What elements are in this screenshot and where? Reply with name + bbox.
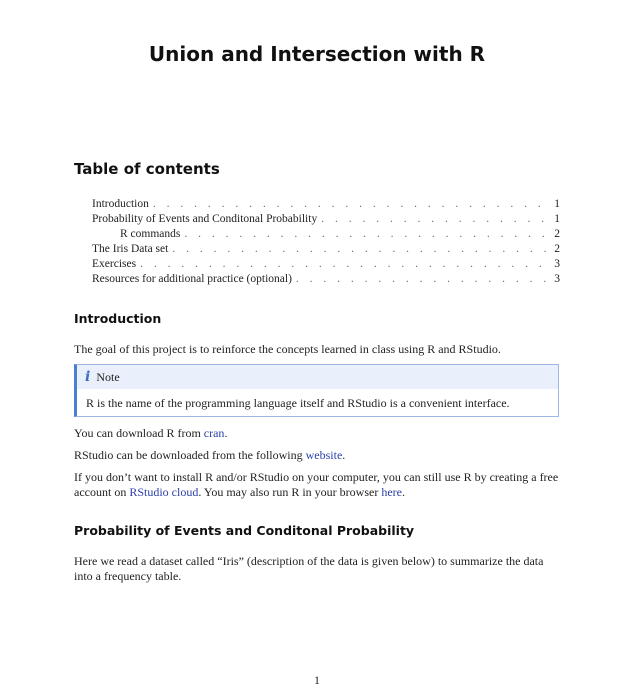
toc-entry-label: Resources for additional practice (optional)	[92, 273, 292, 285]
toc-entry-label: The Iris Data set	[92, 243, 169, 255]
toc-entry-introduction[interactable]	[92, 198, 560, 213]
toc-leader-dots	[296, 273, 546, 285]
document-title: Union and Intersection with R	[148, 42, 486, 66]
toc-leader-dots	[184, 228, 546, 240]
rstudio-cloud-link[interactable]: RStudio cloud	[129, 485, 199, 499]
paragraph-text: .	[342, 448, 346, 462]
introduction-paragraph: The goal of this project is to reinforce the concepts learned in class using R and RStudio.	[74, 342, 501, 356]
toc-entry-label: Introduction	[92, 198, 149, 210]
download-r-paragraph	[74, 426, 564, 441]
info-icon: i	[85, 369, 91, 385]
introduction-heading: Introduction	[74, 311, 162, 326]
table-of-contents	[92, 198, 560, 288]
toc-heading: Table of contents	[74, 160, 220, 178]
paragraph-text: . You may also run R in your browser	[198, 485, 382, 499]
toc-entry-label: R commands	[120, 228, 181, 240]
browser-here-link[interactable]: here	[381, 485, 402, 499]
paragraph-text: If you don’t want to install R and/or RStudio on your computer, you can still use R by creating a free account on	[74, 470, 559, 499]
toc-leader-dots	[321, 213, 546, 225]
toc-entry-label: Probability of Events and Conditonal Probability	[92, 213, 318, 225]
note-label: Note	[96, 369, 120, 384]
page-number: 1	[314, 673, 320, 687]
toc-entry-page: 2	[554, 228, 560, 240]
toc-entry-probability[interactable]	[92, 213, 560, 228]
website-link[interactable]: website	[305, 448, 343, 462]
toc-entry-label: Exercises	[92, 258, 137, 270]
toc-entry-page: 2	[554, 243, 560, 255]
toc-entry-exercises[interactable]	[92, 258, 560, 273]
note-callout	[74, 364, 559, 417]
toc-leader-dots	[153, 198, 546, 210]
toc-entry-r-commands[interactable]	[92, 228, 560, 243]
cloud-option-paragraph	[74, 470, 564, 500]
toc-entry-iris-data-set[interactable]	[92, 243, 560, 258]
paragraph-text: RStudio can be downloaded from the following	[74, 448, 306, 462]
paragraph-text: You can download R from	[74, 426, 204, 440]
toc-entry-resources[interactable]	[92, 273, 560, 288]
toc-leader-dots	[140, 258, 546, 270]
note-text: R is the name of the programming language itself and RStudio is a convenient interface.	[86, 396, 510, 410]
toc-entry-page: 3	[554, 273, 560, 285]
note-header	[77, 365, 558, 389]
probability-heading: Probability of Events and Conditonal Probability	[74, 523, 415, 538]
cran-link[interactable]: cran	[203, 426, 225, 440]
download-rstudio-paragraph	[74, 448, 564, 463]
probability-paragraph: Here we read a dataset called “Iris” (description of the data is given below) to summarize the data into a frequency table.	[74, 554, 544, 583]
paragraph-text: .	[401, 485, 405, 499]
toc-entry-page: 1	[554, 198, 560, 210]
toc-entry-page: 3	[554, 258, 560, 270]
paragraph-text: .	[224, 426, 228, 440]
toc-leader-dots	[172, 243, 546, 255]
toc-entry-page: 1	[554, 213, 560, 225]
